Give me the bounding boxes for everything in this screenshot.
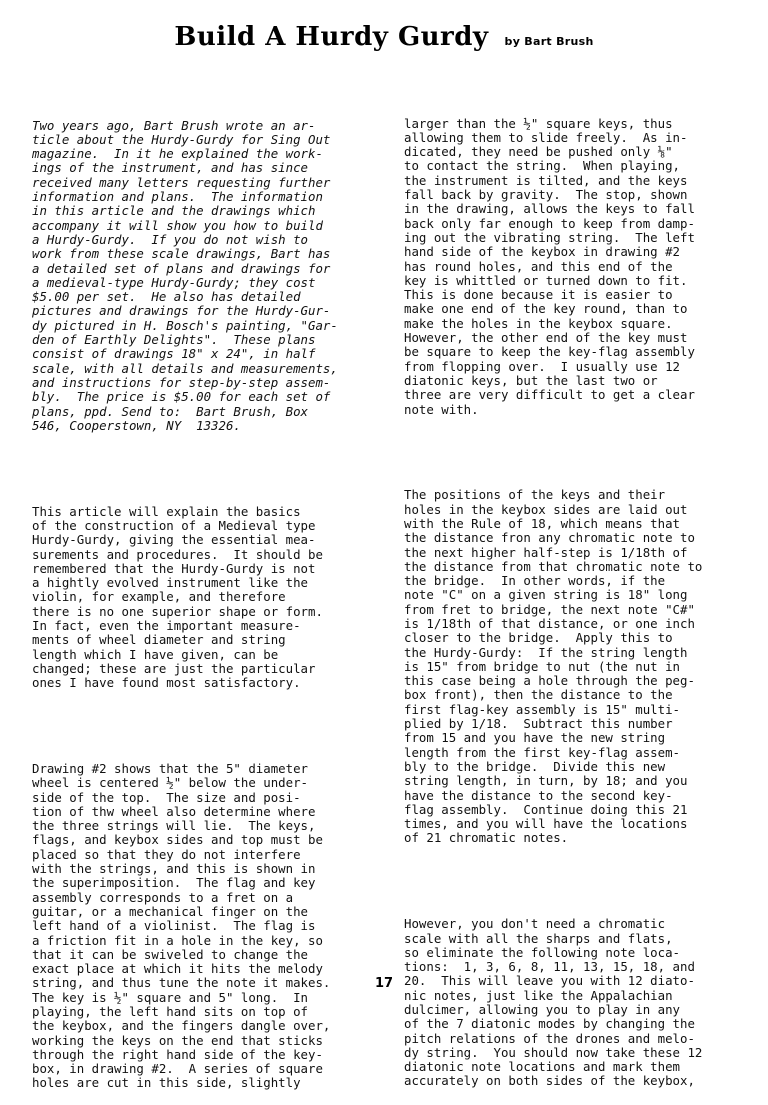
text-line: the keybox, and the fingers dangle over, [32,1018,331,1034]
text-line: of the construction of a Medieval type [32,517,316,533]
paragraph-gap [404,874,750,888]
text-line: the Hurdy-Gurdy: If the string length [404,644,688,660]
text-line: note with. [404,401,479,417]
text-line: hand side of the keybox in drawing #2 [404,244,681,260]
text-line: a Hurdy-Gurdy. If you do not wish to [32,231,309,247]
text-line: from 15 and you have the new string [404,730,666,746]
text-line: there is no one superior shape or form. [32,603,323,619]
text-line: tions: 1, 3, 6, 8, 11, 13, 15, 18, and [404,959,695,975]
text-line: the three strings will lie. The keys, [32,818,316,834]
article-header [0,22,768,52]
text-line: a detailed set of plans and drawings for [32,260,331,276]
paragraph-gap [32,719,372,733]
text-line: length from the first key-flag assem- [404,744,681,760]
text-line: through the right hand side of the key- [32,1046,323,1062]
text-line: with the strings, and this is shown in [32,861,316,877]
text-line: ments of wheel diameter and string [32,632,286,648]
text-line: ings of the instrument, and has since [32,160,309,176]
text-line: diatonic keys, but the last two or [404,372,658,388]
text-line: be square to keep the key-flag assembly [404,344,695,360]
text-line: that it can be swiveled to change the [32,946,309,962]
text-line: of the 7 diatonic modes by changing the [404,1016,695,1032]
text-line: violin, for example, and therefore [32,589,286,605]
text-line: first flag-key assembly is 15" multi- [404,701,681,717]
paragraph-drawing-2 [32,762,372,1091]
text-line: a medieval-type Hurdy-Gurdy; they cost [32,274,316,290]
text-line: The key is ½" square and 5" long. In [32,989,309,1005]
right-column [404,88,750,1103]
text-line: ticle about the Hurdy-Gurdy for Sing Out [32,131,331,147]
text-line: side of the top. The size and posi- [32,789,301,805]
text-line: Hurdy-Gurdy, giving the essential mea- [32,532,316,548]
text-line: guitar, or a mechanical finger on the [32,903,309,919]
text-line: of 21 chromatic notes. [404,830,569,846]
text-line: placed so that they do not interfere [32,846,301,862]
text-line: the bridge. In other words, if the [404,573,666,589]
text-line: dicated, they need be pushed only ⅛" [404,144,673,160]
text-line: flag assembly. Continue doing this 21 [404,801,688,817]
text-line: allowing them to slide freely. As in- [404,129,688,145]
text-line: nic notes, just like the Appalachian [404,987,673,1003]
text-line: In fact, even the important measure- [32,617,301,633]
text-line: working the keys on the end that sticks [32,1032,323,1048]
text-line: This article will explain the basics [32,503,301,519]
text-line: the instrument is tilted, and the keys [404,172,688,188]
text-line: Drawing #2 shows that the 5" diameter [32,760,309,776]
text-line: and instructions for step-by-step assem- [32,374,331,390]
text-line: this case being a hole through the peg- [404,673,695,689]
text-line: diatonic note locations and mark them [404,1059,681,1075]
text-line: in the drawing, allows the keys to fall [404,201,695,217]
text-line: plans, ppd. Send to: Bart Brush, Box [32,403,309,419]
text-line: to contact the string. When playing, [404,158,681,174]
text-line: work from these scale drawings, Bart has [32,246,331,262]
text-line: back only far enough to keep from damp- [404,215,695,231]
text-line: so eliminate the following note loca- [404,944,681,960]
text-line: received many letters requesting further [32,174,331,190]
text-line: changed; these are just the particular [32,660,316,676]
text-line: length which I have given, can be [32,646,279,662]
text-line: $5.00 per set. He also has detailed [32,289,301,305]
text-line: 20. This will leave you with 12 diato- [404,973,695,989]
text-line: box, in drawing #2. A series of square [32,1061,323,1077]
text-line: accompany it will show you how to build [32,217,323,233]
text-line: string length, in turn, by 18; and you [404,773,688,789]
text-line: from fret to bridge, the next note "C#" [404,601,695,617]
text-line: make one end of the key round, than to [404,301,688,317]
text-line: times, and you will have the locations [404,816,688,832]
paragraph-keys [404,117,750,417]
text-line: exact place at which it hits the melody [32,961,323,977]
left-column [32,90,372,1105]
text-line: in this article and the drawings which [32,203,316,219]
text-line: have the distance to the second key- [404,787,673,803]
text-line: make the holes in the keybox square. [404,315,673,331]
text-line: Two years ago, Bart Brush wrote an ar- [32,117,316,133]
page-number: 17 [374,976,394,991]
text-line: string, and thus tune the note it makes. [32,975,331,991]
text-line: a hightly evolved instrument like the [32,575,309,591]
text-line: the distance fron any chromatic note to [404,530,695,546]
text-line: flags, and keybox sides and top must be [32,832,323,848]
text-line: pictures and drawings for the Hurdy-Gur- [32,303,331,319]
text-line: a friction fit in a hole in the key, so [32,932,323,948]
text-line: This is done because it is easier to [404,287,673,303]
text-line: bly. The price is $5.00 for each set of [32,389,331,405]
text-line: pitch relations of the drones and melo- [404,1030,695,1046]
paragraph-gap [404,445,750,459]
paragraph-diatonic [404,917,750,1089]
paragraph-gap [32,462,372,476]
text-line: the next higher half-step is 1/18th of [404,544,688,560]
text-line: playing, the left hand sits on top of [32,1004,309,1019]
text-line: surements and procedures. It should be [32,546,323,562]
paragraph-rule-of-18 [404,488,750,845]
paragraph-basics [32,505,372,691]
text-line: closer to the bridge. Apply this to [404,630,673,646]
text-line: holes in the keybox sides are laid out [404,501,688,517]
text-line: The positions of the keys and their [404,487,666,503]
text-line: fall back by gravity. The stop, shown [404,187,688,203]
text-line: 546, Cooperstown, NY 13326. [32,417,241,433]
text-line: has round holes, and this end of the [404,258,673,274]
text-line: bly to the bridge. Divide this new [404,758,666,774]
text-line: accurately on both sides of the keybox, [404,1073,695,1089]
text-line: information and plans. The information [32,189,323,205]
text-line: is 15" from bridge to nut (the nut in [404,658,681,674]
text-line: is 1/18th of that distance, or one inch [404,615,695,631]
text-line: scale with all the sharps and flats, [404,930,673,946]
intro-paragraph [32,119,372,434]
text-line: three are very difficult to get a clear [404,387,695,403]
text-line: box front), then the distance to the [404,687,673,703]
text-line: remembered that the Hurdy-Gurdy is not [32,560,316,576]
text-line: dulcimer, allowing you to play in any [404,1002,681,1017]
text-line: larger than the ½" square keys, thus [404,115,673,131]
text-line: holes are cut in this side, slightly [32,1075,301,1091]
text-line: However, the other end of the key must [404,330,688,346]
text-line: note "C" on a given string is 18" long [404,587,688,603]
text-line: magazine. In it he explained the work- [32,146,323,162]
text-line: dy string. You should now take these 12 [404,1044,703,1060]
text-line: consist of drawings 18" x 24", in half [32,346,316,362]
text-line: plied by 1/18. Subtract this number [404,716,673,732]
text-line: the distance from that chromatic note to [404,558,703,574]
text-line: with the Rule of 18, which means that [404,515,681,531]
text-line: assembly corresponds to a fret on a [32,889,294,905]
text-line: from flopping over. I usually use 12 [404,358,681,374]
text-line: ing out the vibrating string. The left [404,229,695,245]
text-line: left hand of a violinist. The flag is [32,918,316,934]
text-line: den of Earthly Delights". These plans [32,332,316,348]
text-line: tion of thw wheel also determine where [32,803,316,819]
text-line: However, you don't need a chromatic [404,916,666,932]
text-line: wheel is centered ½" below the under- [32,775,309,791]
text-line: dy pictured in H. Bosch's painting, "Gar- [32,317,338,333]
text-line: key is whittled or turned down to fit. [404,272,688,288]
article-byline: by Bart Brush [504,35,594,48]
text-line: scale, with all details and measurements, [32,360,338,376]
article-title: Build A Hurdy Gurdy [174,22,489,52]
text-line: the superimposition. The flag and key [32,875,316,891]
text-line: ones I have found most satisfactory. [32,675,301,691]
